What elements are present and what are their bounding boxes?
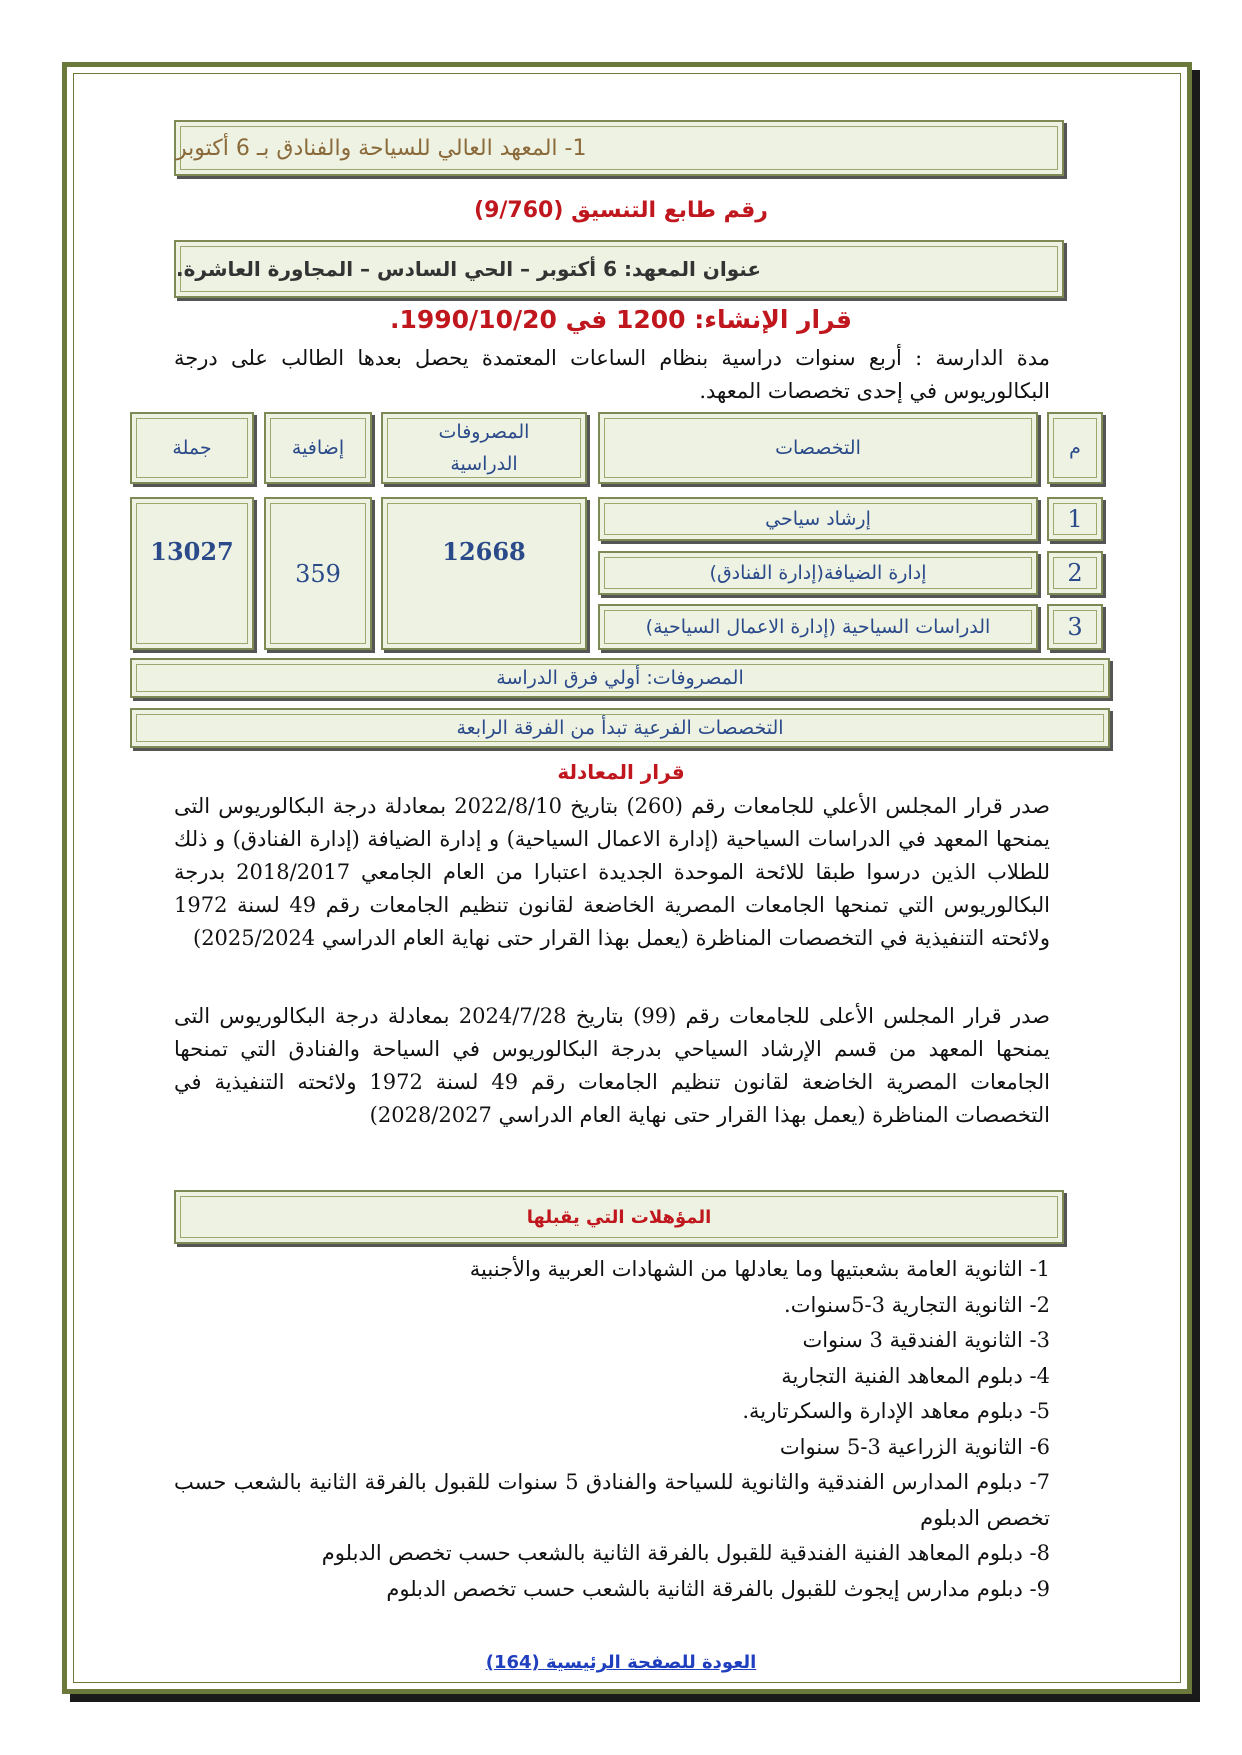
institute-title: 1- المعهد العالي للسياحة والفنادق بـ 6 أكتوبر [176, 135, 587, 161]
table-row-2-index: 2 [1047, 551, 1103, 595]
equivalence-title: قرار المعادلة [557, 760, 685, 784]
table-row-3-name: الدراسات السياحية (إدارة الاعمال السياحية) [598, 604, 1038, 650]
back-to-home-link[interactable]: العودة للصفحة الرئيسية (164) [485, 1652, 757, 1673]
table-additional-value: 359 [264, 497, 372, 650]
list-item: 4- دبلوم المعاهد الفنية التجارية [781, 1363, 1050, 1388]
table-fees-value: 12668 [381, 497, 587, 650]
equivalence-paragraph-2: صدر قرار المجلس الأعلى للجامعات رقم (99) بتاريخ 2024/7/28 بمعادلة درجة البكالوريوس التى يمنحها المعهد من قسم الإرشاد السياحي بدرجة البكالوريوس في السياحة والفنادق التي تمنحها الجامعات المصرية الخاضعة لقانون تنظيم الجامعات رقم 49 لسنة 1972 ولائحته التنفيذية في التخصصات المناظرة (يعمل بهذا القرار حتى نهاية العام الدراسي 2028/2027) [174, 1004, 1051, 1127]
list-item: 9- دبلوم مدارس إيجوث للقبول بالفرقة الثانية بالشعب حسب تخصص الدبلوم [386, 1576, 1050, 1601]
list-item: 3- الثانوية الفندقية 3 سنوات [802, 1328, 1050, 1352]
address-text: عنوان المعهد: 6 أكتوبر – الحي السادس – المجاورة العاشرة. [176, 257, 762, 281]
subspecialization-note: التخصصات الفرعية تبدأ من الفرقة الرابعة [130, 708, 1110, 748]
table-row-2-name: إدارة الضيافة(إدارة الفنادق) [598, 551, 1038, 595]
table-row-1-name: إرشاد سياحي [598, 497, 1038, 541]
study-duration: مدة الدارسة : أربع سنوات دراسية بنظام الساعات المعتمدة يحصل بعدها الطالب على درجة البكالوريوس في إحدى تخصصات المعهد. [174, 346, 1050, 403]
table-header-total: جملة [130, 412, 254, 484]
equivalence-paragraph-1: صدر قرار المجلس الأعلي للجامعات رقم (260) بتاريخ 2022/8/10 بمعادلة درجة البكالوريوس التى يمنحها المعهد في الدراسات السياحية (إدارة الاعمال السياحية) و إدارة الضيافة (إدارة الفنادق) و ذلك للطلاب الذين درسوا طبقا للائحة الموحدة الجديدة اعتبارا من العام الجامعي 2018/2017 بدرجة البكالوريوس التي تمنحها الجامعات المصرية الخاضعة لقانون تنظيم الجامعات رقم 49 لسنة 1972 ولائحته التنفيذية في التخصصات المناظرة (يعمل بهذا القرار حتى نهاية العام الدراسي 2025/2024) [174, 794, 1050, 950]
list-item: 2- الثانوية التجارية 3-5سنوات. [784, 1292, 1050, 1317]
list-item: 7- دبلوم المدارس الفندقية والثانوية للسياحة والفنادق 5 سنوات للقبول بالفرقة الثانية بالشعب حسب تخصص الدبلوم [174, 1470, 1050, 1530]
fees-note: المصروفات: أولي فرق الدراسة [130, 658, 1110, 698]
coordination-code: رقم طابع التنسيق (9/760) [474, 198, 768, 223]
table-row-1-index: 1 [1047, 497, 1103, 541]
table-row-3-index: 3 [1047, 604, 1103, 650]
establishment-decree: قرار الإنشاء: 1200 في 1990/10/20. [389, 305, 853, 334]
qualifications-list [174, 1252, 1050, 1607]
list-item: 6- الثانوية الزراعية 3-5 سنوات [779, 1434, 1050, 1459]
table-header-specializations: التخصصات [598, 412, 1038, 484]
list-item: 5- دبلوم معاهد الإدارة والسكرتارية. [742, 1399, 1050, 1423]
list-item: 8- دبلوم المعاهد الفنية الفندقية للقبول بالفرقة الثانية بالشعب حسب تخصص الدبلوم [321, 1541, 1050, 1565]
table-total-value: 13027 [130, 497, 254, 650]
list-item: 1- الثانوية العامة بشعبتيها وما يعادلها من الشهادات العربية والأجنبية [469, 1257, 1050, 1281]
institute-title-box [174, 120, 1064, 176]
qualifications-title: المؤهلات التي يقبلها [526, 1206, 712, 1228]
table-header-additional: إضافية [264, 412, 372, 484]
table-header-index: م [1047, 412, 1103, 484]
address-box [174, 240, 1064, 298]
qualifications-title-box [174, 1190, 1064, 1244]
table-header-fees: المصروفات الدراسية [381, 412, 587, 484]
